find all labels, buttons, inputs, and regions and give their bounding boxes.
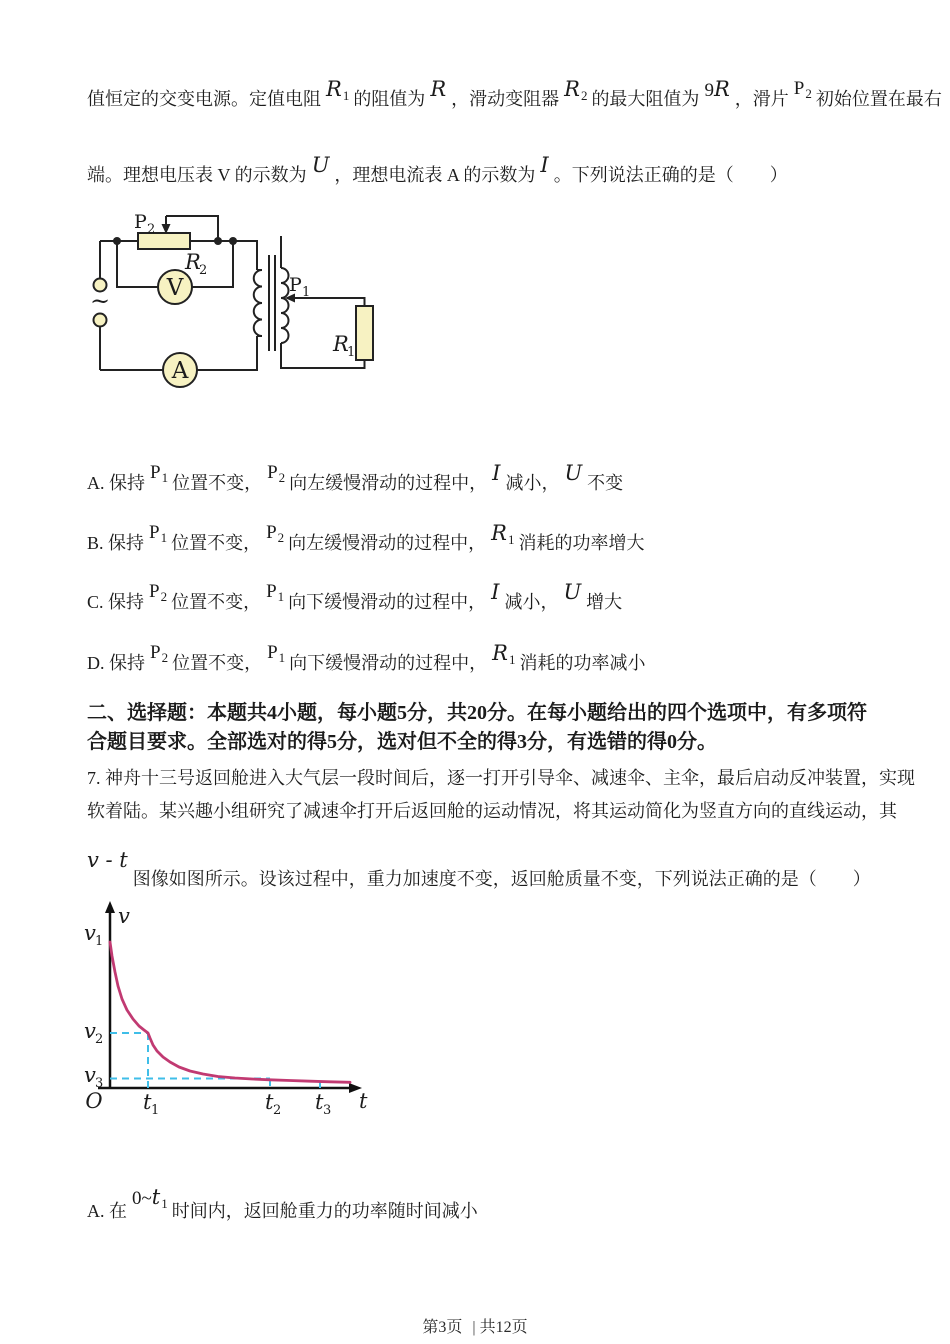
footer-separator: | bbox=[472, 1319, 476, 1336]
primary-coil bbox=[254, 270, 262, 336]
section-2-header bbox=[87, 699, 887, 757]
label-r2-sub: 2 bbox=[199, 263, 208, 278]
q6-option-b: B. 保持 $P_1$ 位置不变， $P_2$ 向左缓慢滑动的过程中， $R_1$ 消耗的功率增大 bbox=[87, 521, 645, 553]
tick-t1-sub: 1 bbox=[151, 1103, 160, 1118]
slider-p2-arrow bbox=[162, 216, 171, 234]
voltmeter-icon bbox=[158, 270, 192, 304]
secondary-coil bbox=[281, 268, 289, 343]
voltmeter-letter: V bbox=[166, 275, 184, 301]
ac-tilde-icon: ~ bbox=[89, 287, 111, 315]
q6-stem-line-2: 端。理想电压表 V 的示数为 U ，理想电流表 A 的示数为 I 。下列说法正确的是（ ） bbox=[87, 153, 788, 185]
vt-math: v - t bbox=[87, 848, 128, 872]
ac-source bbox=[90, 279, 110, 327]
q7-option-a: A. 在$0\sim t_1$ 时间内，返回舱重力的功率随时间减小 bbox=[87, 1185, 478, 1221]
transformer bbox=[254, 255, 295, 351]
tick-t3-sub: 3 bbox=[323, 1103, 332, 1118]
x-axis-label: t bbox=[359, 1089, 368, 1113]
q7-stem-line-1: 7. 神舟十三号返回舱进入大气层一段时间后，逐一打开引导伞、减速伞、主伞，最后启动反冲装置，实现 bbox=[87, 768, 915, 788]
section-2-header-line-1: 二、选择题：本题共4小题，每小题5分，共20分。在每小题给出的四个选项中，有多项符 bbox=[87, 702, 867, 724]
y-axis-label: v bbox=[118, 904, 130, 928]
q6-stem-line-1: 值恒定的交变电源。定值电阻 $R_1$ 的阻值为 R ，滑动变阻器 $R_2$ 的最大阻值为 9R ，滑片 $P_2$ 初始位置在最右 bbox=[87, 77, 942, 109]
y-axis-arrow bbox=[105, 901, 115, 913]
rheostat-r2 bbox=[138, 233, 190, 249]
label-p1-sub: 1 bbox=[302, 285, 311, 300]
resistor-r1 bbox=[356, 306, 373, 360]
origin-label: O bbox=[85, 1089, 103, 1113]
ammeter-icon bbox=[163, 353, 197, 387]
label-p2: P bbox=[134, 211, 147, 233]
label-p2-sub: 2 bbox=[147, 222, 156, 237]
label-r1-sub: 1 bbox=[347, 345, 356, 360]
tick-t3: t bbox=[315, 1090, 324, 1114]
ammeter-letter: A bbox=[171, 358, 189, 384]
tick-v3: v bbox=[84, 1063, 96, 1087]
graph-axes bbox=[98, 908, 352, 1088]
tick-t2-sub: 2 bbox=[273, 1103, 282, 1118]
velocity-curve bbox=[110, 942, 350, 1082]
circuit-diagram bbox=[88, 203, 418, 403]
label-r2: R bbox=[185, 250, 201, 274]
tick-v1-sub: 1 bbox=[95, 934, 104, 949]
tick-v2-sub: 2 bbox=[95, 1032, 104, 1047]
q6-option-d: D. 保持 $P_2$ 位置不变， $P_1$ 向下缓慢滑动的过程中， $R_1$ 消耗的功率减小 bbox=[87, 641, 646, 673]
page-footer bbox=[0, 1314, 950, 1337]
vt-graph bbox=[72, 898, 382, 1126]
tick-v1: v bbox=[84, 921, 96, 945]
tick-t1: t bbox=[143, 1090, 152, 1114]
q7-stem-line-3-text: 图像如图所示。设该过程中，重力加速度不变，返回舱质量不变，下列说法正确的是（ ） bbox=[132, 869, 871, 889]
section-2-header-line-2: 合题目要求。全部选对的得5分，选对但不全的得3分，有选错的得0分。 bbox=[87, 731, 717, 753]
tick-v2: v bbox=[84, 1019, 96, 1043]
tick-t2: t bbox=[265, 1090, 274, 1114]
label-p1: P bbox=[289, 274, 302, 296]
q6-option-a: A. 保持 $P_1$ 位置不变， $P_2$ 向左缓慢滑动的过程中， I 减小， U 不变 bbox=[87, 461, 624, 493]
q7-stem-line-2: 软着陆。某兴趣小组研究了减速伞打开后返回舱的运动情况，将其运动简化为竖直方向的直线运动，其 bbox=[87, 801, 897, 821]
label-r1: R bbox=[333, 332, 349, 356]
q7-stem-line-3 bbox=[87, 848, 887, 891]
tick-v3-sub: 3 bbox=[95, 1076, 104, 1091]
footer-total-pages: 共12页 bbox=[479, 1319, 528, 1336]
footer-page-number: 第3页 bbox=[422, 1319, 463, 1336]
q6-option-c: C. 保持 $P_2$ 位置不变， $P_1$ 向下缓慢滑动的过程中， I 减小， U 增大 bbox=[87, 580, 623, 612]
